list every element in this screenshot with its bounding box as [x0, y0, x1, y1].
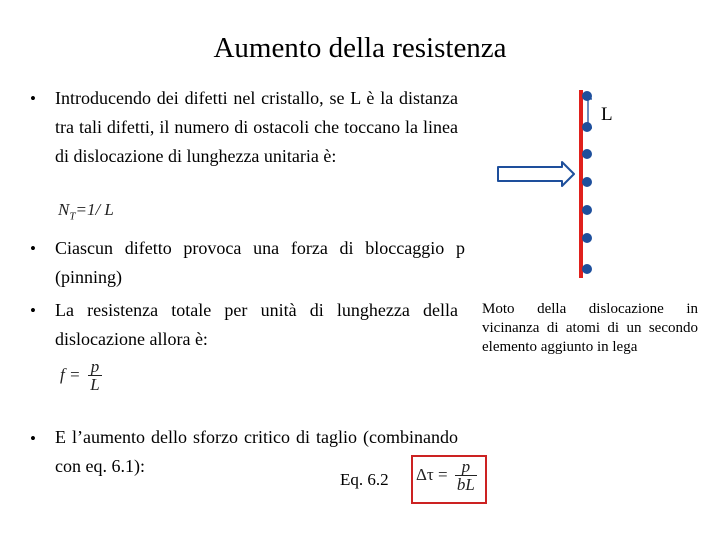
bullet-4-text: E l’aumento dello sforzo critico di taglio (combinando con eq. 6.1):	[55, 427, 458, 476]
formula-2-fraction	[88, 358, 103, 394]
solute-atom-icon	[582, 264, 592, 274]
bullet-marker: •	[30, 239, 36, 258]
solute-atom-icon	[582, 177, 592, 187]
bullet-1-text: Introducendo dei difetti nel cristallo, se L è la distanza tra tali difetti, il numero di ostacoli che toccano la linea di dislocazione di lunghezza unitaria è:	[55, 88, 458, 166]
formula-2-denominator: L	[90, 375, 100, 394]
solute-atom-icon	[582, 233, 592, 243]
formula-3-denominator: bL	[456, 475, 475, 494]
formula-3-fraction	[455, 458, 477, 494]
bullet-marker: •	[30, 89, 36, 108]
motion-arrow-icon	[498, 162, 574, 186]
solute-atom-icon	[582, 149, 592, 159]
formula-2-numerator: p	[88, 358, 103, 376]
formula-total-resistance	[60, 358, 105, 394]
formula-stress-increase	[416, 458, 480, 494]
spacing-label: L	[601, 104, 613, 125]
formula-3-numerator: p	[455, 458, 477, 476]
figure-caption: Moto della dislocazione in vicinanza di atomi di un secondo elemento aggiunto in lega	[482, 301, 698, 355]
formula-1-subscript: T	[69, 210, 76, 223]
bullet-2-text: Ciascun difetto provoca una forza di bloccaggio p (pinning)	[55, 238, 465, 287]
formula-3-lhs: Δτ =	[416, 464, 448, 484]
slide-title: Aumento della resistenza	[213, 32, 507, 64]
formula-1-rhs: =1/ L	[75, 200, 114, 219]
formula-2-lhs: f =	[60, 364, 81, 384]
solute-atom-icon	[582, 205, 592, 215]
bullet-marker: •	[30, 429, 36, 448]
formula-obstacle-count	[58, 200, 114, 222]
equation-label: Eq. 6.2	[340, 470, 389, 489]
solute-atom-icon	[582, 122, 592, 132]
bullet-marker: •	[30, 301, 36, 320]
bullet-3-text: La resistenza totale per unità di lunghezza della dislocazione allora è:	[55, 300, 458, 349]
solute-atom-icon	[582, 91, 592, 101]
formula-1-lhs: N	[58, 200, 70, 219]
